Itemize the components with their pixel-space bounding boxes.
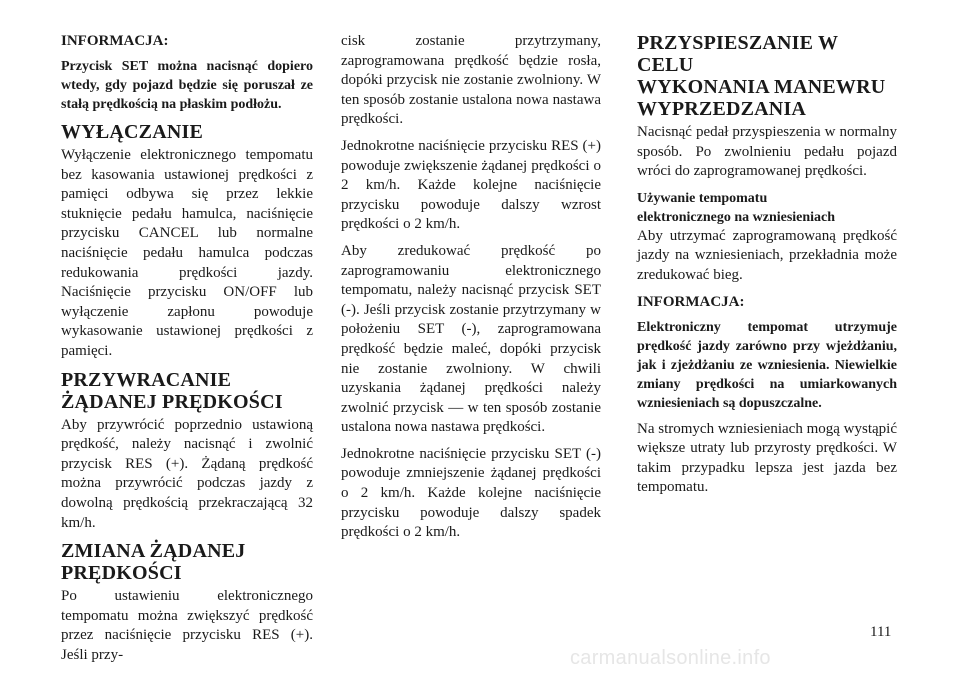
info-text: Przycisk SET można nacisnąć dopiero wtedy, gdy pojazd będzie się poruszał ze stałą prędkością na płaskim podłożu. bbox=[61, 59, 313, 112]
heading-line: ZMIANA ŻĄDANEJ bbox=[61, 540, 246, 563]
column-1 bbox=[61, 32, 313, 672]
paragraph: Jednokrotne naciśnięcie przycisku SET (-) powoduje zmniejszenie żądanej prędkości o 2 km/h. Każde kolejne naciśnięcie przycisku powoduje dalszy spadek prędkości o 2 km/h. bbox=[341, 445, 601, 541]
paragraph-przyspieszanie: Nacisnąć pedał przyspieszenia w normalny sposób. Po zwolnieniu pedału pojazd wróci do zaprogramowanej prędkości. bbox=[637, 124, 897, 180]
column-2 bbox=[341, 32, 601, 550]
section-heading-zmiana bbox=[61, 540, 313, 584]
paragraph: cisk zostanie przytrzymany, zaprogramowana prędkość będzie rosła, dopóki przycisk nie zostanie zwolniony. W ten sposób zostanie ustalona nowa nastawa prędkości. bbox=[341, 33, 601, 128]
paragraph-strome: Na stromych wzniesieniach mogą wystąpić większe utraty lub przyrosty prędkości. W takim przypadku lepsza jest jazda bez tempomatu. bbox=[637, 420, 897, 496]
paragraph-zmiana: Po ustawieniu elektronicznego tempomatu można zwiększyć prędkość przez naciśnięcie przycisku RES (+). Jeśli przy- bbox=[61, 588, 313, 663]
info-text: Elektroniczny tempomat utrzymuje prędkość jazdy zarówno przy wjeżdżaniu, jak i zjeżdżaniu ze wzniesienia. Niewielkie zmiany prędkości na umiarkowanych wzniesieniach są dopuszczalne. bbox=[637, 319, 897, 411]
heading-line: ŻĄDANEJ PRĘDKOŚCI bbox=[61, 390, 283, 413]
paragraph-wzniesienia: Aby utrzymać zaprogramowaną prędkość jazdy na wzniesieniach, przekładnia może zredukować bieg. bbox=[637, 227, 897, 283]
heading-line: WYPRZEDZANIA bbox=[637, 98, 807, 120]
paragraph: Jednokrotne naciśnięcie przycisku RES (+) powoduje zwiększenie żądanej prędkości o 2 km/h. Każde kolejne naciśnięcie przycisku powoduje dalszy wzrost prędkości o 2 km/h. bbox=[341, 137, 601, 233]
watermark: carmanualsonline.info bbox=[570, 647, 771, 669]
info-heading: INFORMACJA: bbox=[637, 293, 745, 310]
paragraph-wylaczanie: Wyłączenie elektronicznego tempomatu bez kasowania ustawionej prędkości z pamięci odbywa się przez lekkie stuknięcie pedału hamulca, naciśnięcie przycisku CANCEL lub normalne naciśnięcie pedału hamulca podczas redukowania prędkości jazdy. Naciśnięcie przycisku ON/OFF lub wyłączenie zapłonu powoduje wykasowanie ustawionej prędkości z pamięci. bbox=[61, 147, 313, 359]
subheading-line: Używanie tempomatu bbox=[637, 190, 768, 206]
section-heading-przyspieszanie bbox=[637, 32, 897, 120]
section-heading-wylaczanie: WYŁĄCZANIE bbox=[61, 121, 204, 143]
heading-line: PRZYSPIESZANIE W CELU bbox=[637, 32, 838, 76]
page-number: 111 bbox=[870, 624, 892, 640]
subheading-wzniesienia bbox=[637, 189, 897, 227]
heading-line: PRĘDKOŚCI bbox=[61, 562, 182, 585]
heading-line: WYKONANIA MANEWRU bbox=[637, 76, 886, 98]
column-3 bbox=[637, 32, 897, 505]
section-heading-przywracanie bbox=[61, 369, 313, 413]
paragraph: Aby zredukować prędkość po zaprogramowaniu elektronicznego tempomatu, należy nacisnąć przycisk SET (-). Jeśli przycisk zostanie przytrzymany w położeniu SET (-), zaprogramowana prędkość będzie maleć, dopóki przycisk nie zostanie zwolniony. W chwili uzyskania żądanej prędkości należy zwolnić przycisk — w ten sposób zostanie ustalona nowa nastawa prędkości. bbox=[341, 242, 601, 436]
heading-line: PRZYWRACANIE bbox=[61, 368, 232, 391]
info-heading: INFORMACJA: bbox=[61, 33, 169, 49]
paragraph-przywracanie: Aby przywrócić poprzednio ustawioną prędkość, należy nacisnąć i zwolnić przycisk RES (+). Żądaną prędkość można przywrócić podczas jazdy z dowolną prędkością przekraczającą 32 km/h. bbox=[61, 416, 313, 531]
subheading-line: elektronicznego na wzniesieniach bbox=[637, 209, 836, 225]
